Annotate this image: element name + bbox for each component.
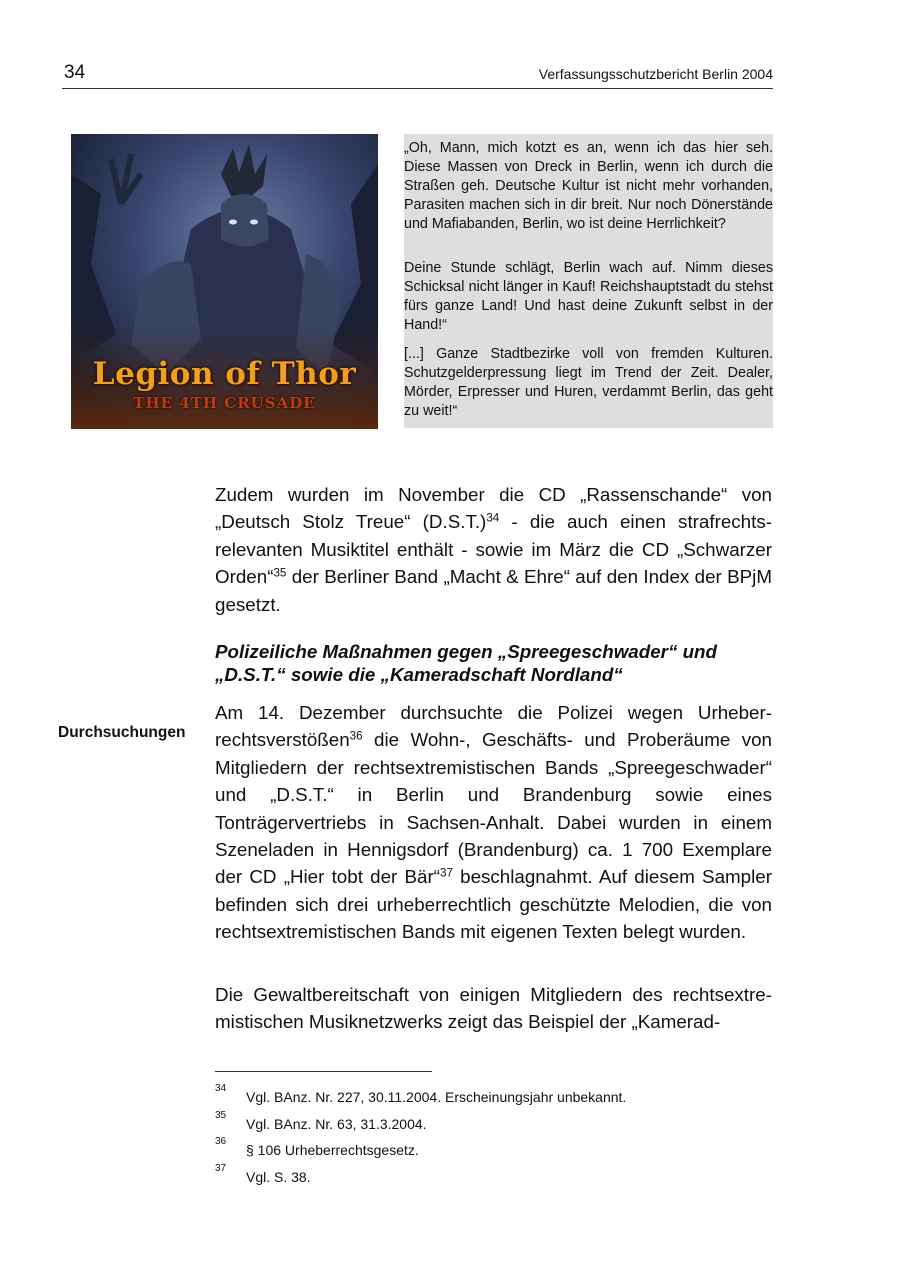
section-heading: Polizeiliche Maßnahmen gegen „Spreegeschwader“ und „D.S.T.“ sowie die „Kameradschaft Nordland“	[215, 641, 717, 685]
footnote-ref[interactable]: 35	[273, 566, 287, 580]
lyrics-quote-box	[404, 134, 773, 428]
body-paragraph: Am 14. Dezember durchsuchte die Polizei wegen Urheberrechtsverstößen$^{36}$ die Wohn-, Geschäfts- und Proberäume von Mitgliedern der rechtsextremistischen Bands „Spreegeschwader“ und „D.S.T.“ in Berlin und Brandenburg sowie eines Tonträgervertriebs in Sachsen-Anhalt. Dabei wurden in einem Szeneladen in Hennigsdorf (Brandenburg) ca. 1 700 Exemplare der CD „Hier tobt der Bär“$^{37}$ beschlagnahmt. Auf diesem Sampler befinden sich drei urheberrechtlich geschützte Melodien, die von rechtsextremistischen Bands mit eigenen Texten belegt wurden.	[215, 702, 772, 943]
page-number: 34	[64, 62, 86, 83]
margin-note: Durchsuchungen	[58, 724, 186, 741]
footnote-ref[interactable]: 36	[349, 730, 363, 743]
footnote	[215, 1110, 775, 1138]
footnote-number: 35	[215, 1110, 227, 1121]
footnote-ref[interactable]: 37	[439, 867, 453, 881]
footnote	[215, 1136, 775, 1164]
footnote-text: Vgl. S. 38.	[246, 1169, 311, 1185]
footnote-ref[interactable]: 34	[486, 512, 500, 525]
footnote-number: 37	[215, 1163, 227, 1174]
footnote-text: § 106 Urheberrechtsgesetz.	[246, 1142, 419, 1158]
footnote-text: Vgl. BAnz. Nr. 63, 31.3.2004.	[246, 1116, 427, 1132]
footnote-separator	[215, 1071, 432, 1072]
footnote	[215, 1163, 775, 1191]
album-cover-band-name: Legion of Thor	[92, 356, 357, 392]
footnote-number: 34	[215, 1083, 227, 1094]
album-cover-image	[71, 134, 378, 429]
album-cover-subtitle: THE 4TH CRUSADE	[133, 394, 316, 412]
body-paragraph: Die Gewaltbereitschaft von einigen Mitgliedern des rechtsextremistischen Musiknetzwerks zeigt das Beispiel der „Kamerad-	[215, 984, 772, 1033]
quote-paragraph: Deine Stunde schlägt, Berlin wach auf. Nimm dieses Schicksal nicht länger in Kauf! Reichshauptstadt du stehst fürs ganze Land! Und hast deine Zukunft selbst in der Hand!“	[404, 260, 773, 333]
footnote-number: 36	[215, 1136, 227, 1147]
quote-paragraph: [...] Ganze Stadtbezirke voll von fremden Kulturen. Schutzgelderpressung liegt im Trend der Zeit. Dealer, Mörder, Erpresser und Huren, verdammt Berlin, das geht zu weit!“	[404, 346, 773, 419]
body-paragraph: Zudem wurden im November die CD „Rassenschande“ von „Deutsch Stolz Treue“ $(D.S.T.)^{34}$ - die auch einen strafrechtsrelevanten Musiktitel enthält - sowie im März die CD „Schwarzer Orden“$^{35}$ der Berliner Band „Macht & Ehre“ auf den Index der BPjM gesetzt.	[215, 484, 772, 615]
footnote-text: Vgl. BAnz. Nr. 227, 30.11.2004. Erscheinungsjahr unbekannt.	[246, 1089, 627, 1105]
page-header	[62, 62, 773, 89]
quote-paragraph: „Oh, Mann, mich kotzt es an, wenn ich das hier seh. Diese Massen von Dreck in Berlin, wenn ich durch die Straßen geh. Deutsche Kultur ist nicht mehr vorhanden, Parasiten machen sich in dir breit. Nur noch Dönerstände und Mafiabanden, Berlin, wo ist deine Herrlichkeit?	[404, 140, 773, 232]
running-title: Verfassungsschutzbericht Berlin 2004	[538, 66, 773, 82]
footnote	[215, 1083, 775, 1111]
